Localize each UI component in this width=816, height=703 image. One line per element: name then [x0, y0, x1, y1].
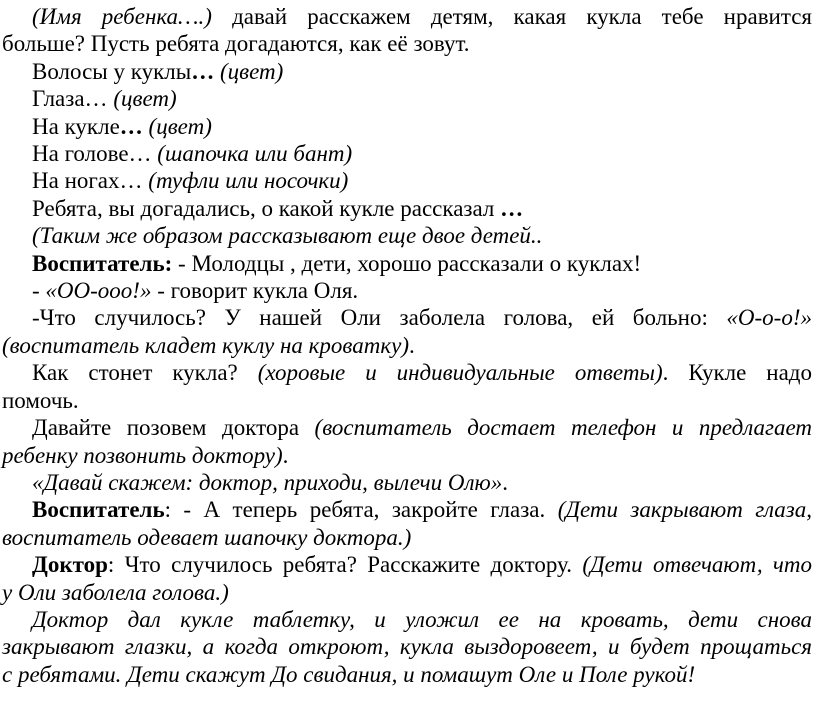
- line-olya: [2, 277, 812, 304]
- line-hair: [2, 58, 812, 85]
- moans-line-2: помочь.: [2, 387, 79, 413]
- intro-line-2: больше? Пусть ребята догадаются, как её зовут.: [2, 31, 470, 57]
- call-hint-2: ребенку позвонить доктору): [2, 442, 283, 468]
- doctor-line-1: [2, 551, 812, 578]
- teacher-1-label: Воспитатель:: [32, 250, 173, 276]
- line-head: [2, 140, 812, 167]
- moans-b: . Кукле надо: [662, 360, 812, 386]
- hair-dots: …: [191, 58, 215, 84]
- guessed-text: Ребята, вы догадались, о какой кукле рассказал: [32, 195, 501, 221]
- line-on-doll: [2, 113, 812, 140]
- intro-line-1: давай расскажем детям, какая кукла тебе нравится: [211, 4, 812, 29]
- call-end: .: [282, 442, 289, 468]
- hair-hint: (цвет): [214, 58, 284, 84]
- teacher-2-text: : - А теперь ребята, закройте глаза.: [164, 497, 558, 523]
- final-line-2: [2, 633, 812, 660]
- final-text-3: с ребятами. Дети скажут До свидания, и помашут Оле и Поле рукой!: [2, 661, 696, 687]
- olya-dash: -: [32, 278, 46, 304]
- on-doll-hint: (цвет): [142, 113, 212, 139]
- line-eyes: [2, 85, 812, 112]
- teacher-1-text: - Молодцы , дети, хорошо рассказали о куклах!: [172, 250, 642, 276]
- doctor-text: : Что случилось ребята? Расскажите доктору.: [107, 552, 583, 578]
- moans-line-1: [2, 359, 812, 386]
- line-same-way: [2, 222, 812, 249]
- on-doll-dots: …: [119, 113, 143, 139]
- head-hint: (шапочка или бант): [157, 141, 353, 167]
- intro-child-name: (Имя ребенка….): [32, 4, 212, 29]
- head-text: На голове…: [32, 141, 158, 167]
- teacher-2-hint: (Дети закрывают глаза,: [557, 497, 812, 523]
- legs-hint: (туфли или носочки): [148, 168, 349, 194]
- olya-rest: - говорит кукла Оля.: [151, 278, 359, 304]
- teacher-2-line-1: [2, 496, 812, 523]
- say-end: .: [502, 469, 508, 495]
- sick-line-2: [2, 332, 812, 359]
- olya-quote: «ОО-ооо!»: [45, 278, 152, 304]
- final-text-1: Доктор дал кукле таблетку, и уложил ее на кровать, дети снова: [32, 606, 812, 632]
- call-a: Давайте позовем доктора: [32, 415, 315, 441]
- legs-text: На ногах…: [32, 168, 149, 194]
- final-line-3: [2, 661, 812, 688]
- doctor-label: Доктор: [32, 552, 108, 578]
- line-guessed: [2, 195, 812, 222]
- sick-text: -Что случилось? У нашей Оли заболела голова, ей больно:: [32, 305, 727, 331]
- hair-text: Волосы у куклы: [32, 58, 192, 84]
- call-line-2: [2, 442, 812, 469]
- doctor-hint-2: у Оли заболела голова.): [2, 579, 229, 605]
- call-hint: (воспитатель достает телефон и предлагает: [314, 415, 812, 441]
- moans-hint: (хоровые и индивидуальные ответы): [257, 360, 663, 386]
- say-quote: «Давай скажем: доктор, приходи, вылечи Олю»: [32, 469, 503, 495]
- line-say: [2, 469, 812, 496]
- teacher-2-hint-2: воспитатель одевает шапочку доктора.): [2, 524, 412, 550]
- line-legs: [2, 167, 812, 194]
- final-text-2: закрывают глазки, а когда откроют, кукла выздоровеет, и будет прощаться: [2, 634, 812, 660]
- doctor-hint: (Дети отвечают, что: [582, 552, 812, 578]
- paragraph-intro: [2, 3, 812, 30]
- teacher-2-label: Воспитатель: [32, 497, 165, 523]
- teacher-2-line-2: [2, 524, 812, 551]
- final-line-1: [2, 606, 812, 633]
- guessed-dots: …: [500, 195, 524, 221]
- eyes-text: Глаза…: [32, 86, 114, 112]
- sick-line-1: [2, 304, 812, 331]
- doctor-line-2: [2, 579, 812, 606]
- call-line-1: [2, 414, 812, 441]
- sick-hint: (воспитатель кладет куклу на кроватку): [2, 332, 409, 358]
- sick-quote: «О-о-о!»: [726, 305, 812, 331]
- eyes-hint: (цвет): [113, 86, 177, 112]
- on-doll-text: На кукле: [32, 113, 120, 139]
- sick-end: .: [409, 332, 415, 358]
- moans-a: Как стонет кукла?: [32, 360, 258, 386]
- same-way-text: (Таким же образом рассказывают еще двое детей..: [32, 223, 543, 249]
- line-teacher-1: [2, 250, 812, 277]
